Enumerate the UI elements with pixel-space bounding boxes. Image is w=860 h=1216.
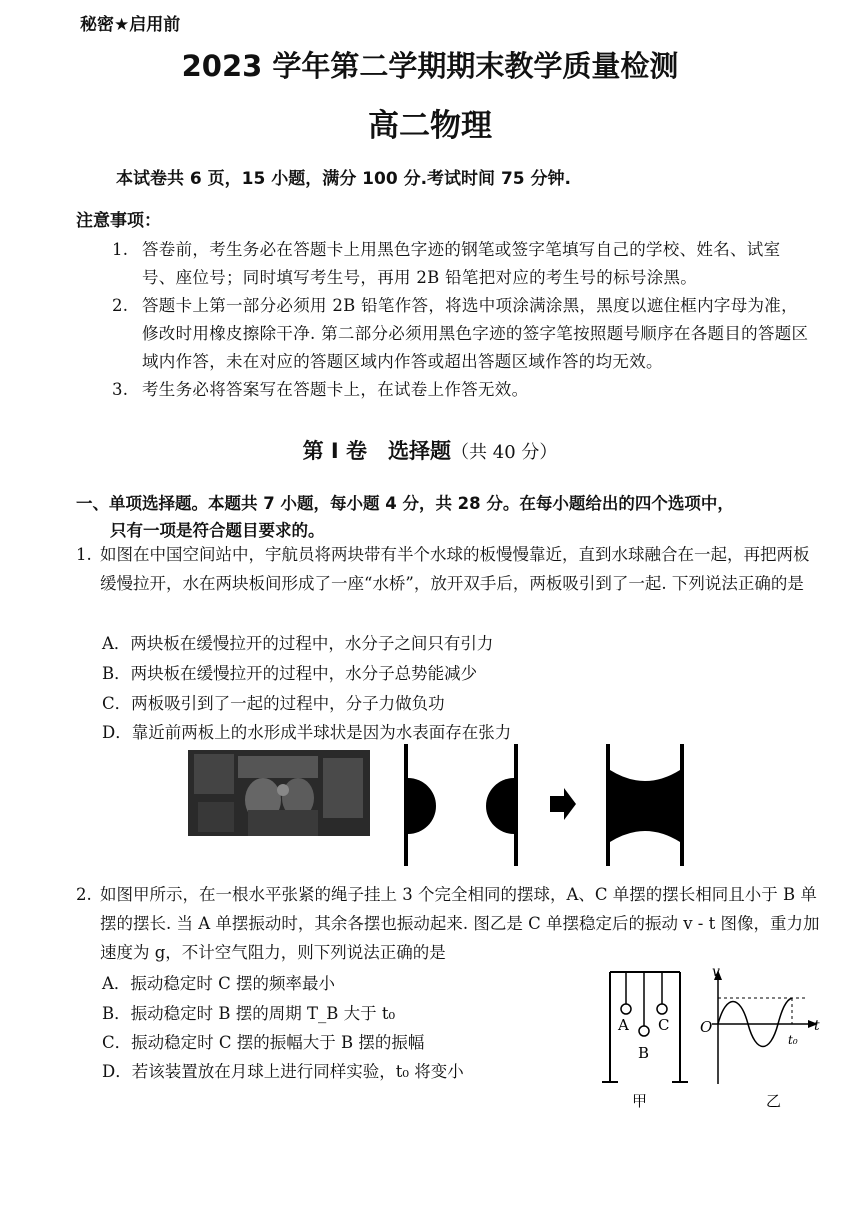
pendulum-setup-figure (598, 964, 694, 1112)
note-item (112, 376, 812, 404)
question-2 (76, 880, 820, 967)
question-number: 1. (76, 545, 92, 564)
part-heading-line: 只有一项是符合题目要求的。 (110, 521, 325, 540)
note-text: 考生务必将答案写在答题卡上，在试卷上作答无效。 (142, 380, 529, 399)
axis-v-label: v (712, 964, 720, 980)
note-text: 答题卡上第一部分必须用 2B 铅笔作答，将选中项涂满涂黑，黑度以遮住框内字母为准，修改时用橡皮擦除干净. 第二部分必须用黑色字迹的签字笔按照题号顺序在各题目的答题区域内作答，未在对应的答题区域内作答或超出答题区域作答的均无效。 (142, 296, 809, 371)
exam-subject: 高二物理 (368, 108, 492, 144)
note-number: 1. (112, 240, 129, 259)
option-b: B．振动稳定时 B 摆的周期 T_B 大于 t₀ (102, 1004, 396, 1023)
part-heading (76, 490, 816, 544)
option-b: B．两块板在缓慢拉开的过程中，水分子总势能减少 (102, 664, 478, 683)
water-bridge-diagram (404, 744, 686, 868)
space-station-photo (188, 750, 370, 836)
option-a: A．两块板在缓慢拉开的过程中，水分子之间只有引力 (102, 634, 494, 653)
note-item (112, 292, 812, 376)
section-title (0, 435, 860, 465)
section-title-text: 第 I 卷 选择题 (302, 439, 452, 463)
section-score: （共 40 分） (451, 442, 558, 463)
question-number: 2. (76, 885, 92, 904)
ball-c-label: C (658, 1016, 670, 1034)
question-stem: 如图甲所示，在一根水平张紧的绳子挂上 3 个完全相同的摆球，A、C 单摆的摆长相同且小于 B 单摆的摆长. 当 A 单摆振动时，其余各摆也振动起来. 图乙是 C 单摆稳定后的振动 v - t 图像，重力加速度为 g，不计空气阻力，则下列说法正确的是 (100, 885, 820, 962)
origin-label: O (700, 1018, 713, 1036)
question-1 (76, 540, 820, 598)
question-stem: 如图在中国空间站中，宇航员将两块带有半个水球的板慢慢靠近，直到水球融合在一起，再把两板缓慢拉开，水在两块板间形成了一座“水桥”，放开双手后，两板吸引到了一起. 下列说法正确的是 (100, 545, 810, 593)
notes-heading: 注意事项： (76, 211, 161, 231)
part-heading-line: 一、单项选择题。本题共 7 小题，每小题 4 分，共 28 分。在每小题给出的四个选项中， (76, 494, 734, 513)
exam-title: 2023 学年第二学期期末教学质量检测 (181, 49, 679, 83)
option-d: D．若该装置放在月球上进行同样实验，t₀ 将变小 (102, 1062, 464, 1081)
option-d: D．靠近前两板上的水形成半球状是因为水表面存在张力 (102, 723, 512, 742)
note-item (112, 236, 812, 292)
vt-graph-figure (696, 964, 826, 1112)
exam-intro: 本试卷共 6 页，15 小题，满分 100 分.考试时间 75 分钟. (116, 169, 571, 189)
option-c: C．两板吸引到了一起的过程中，分子力做负功 (102, 694, 445, 713)
figure-yi-label: 乙 (766, 1092, 782, 1110)
figure-jia-label: 甲 (632, 1092, 648, 1110)
t0-label: t₀ (788, 1033, 798, 1047)
note-number: 2. (112, 296, 129, 315)
confidential-label: 秘密★启用前 (80, 15, 181, 35)
axis-t-label: t (814, 1018, 820, 1034)
note-number: 3. (112, 380, 129, 399)
option-a: A．振动稳定时 C 摆的频率最小 (102, 974, 336, 993)
ball-a-label: A (618, 1016, 629, 1034)
ball-b-label: B (638, 1044, 650, 1062)
option-c: C．振动稳定时 C 摆的振幅大于 B 摆的振幅 (102, 1033, 425, 1052)
note-text: 答卷前，考生务必在答题卡上用黑色字迹的钢笔或签字笔填写自己的学校、姓名、试室号、座位号；同时填写考生号，再用 2B 铅笔把对应的考生号的标号涂黑。 (142, 240, 781, 287)
